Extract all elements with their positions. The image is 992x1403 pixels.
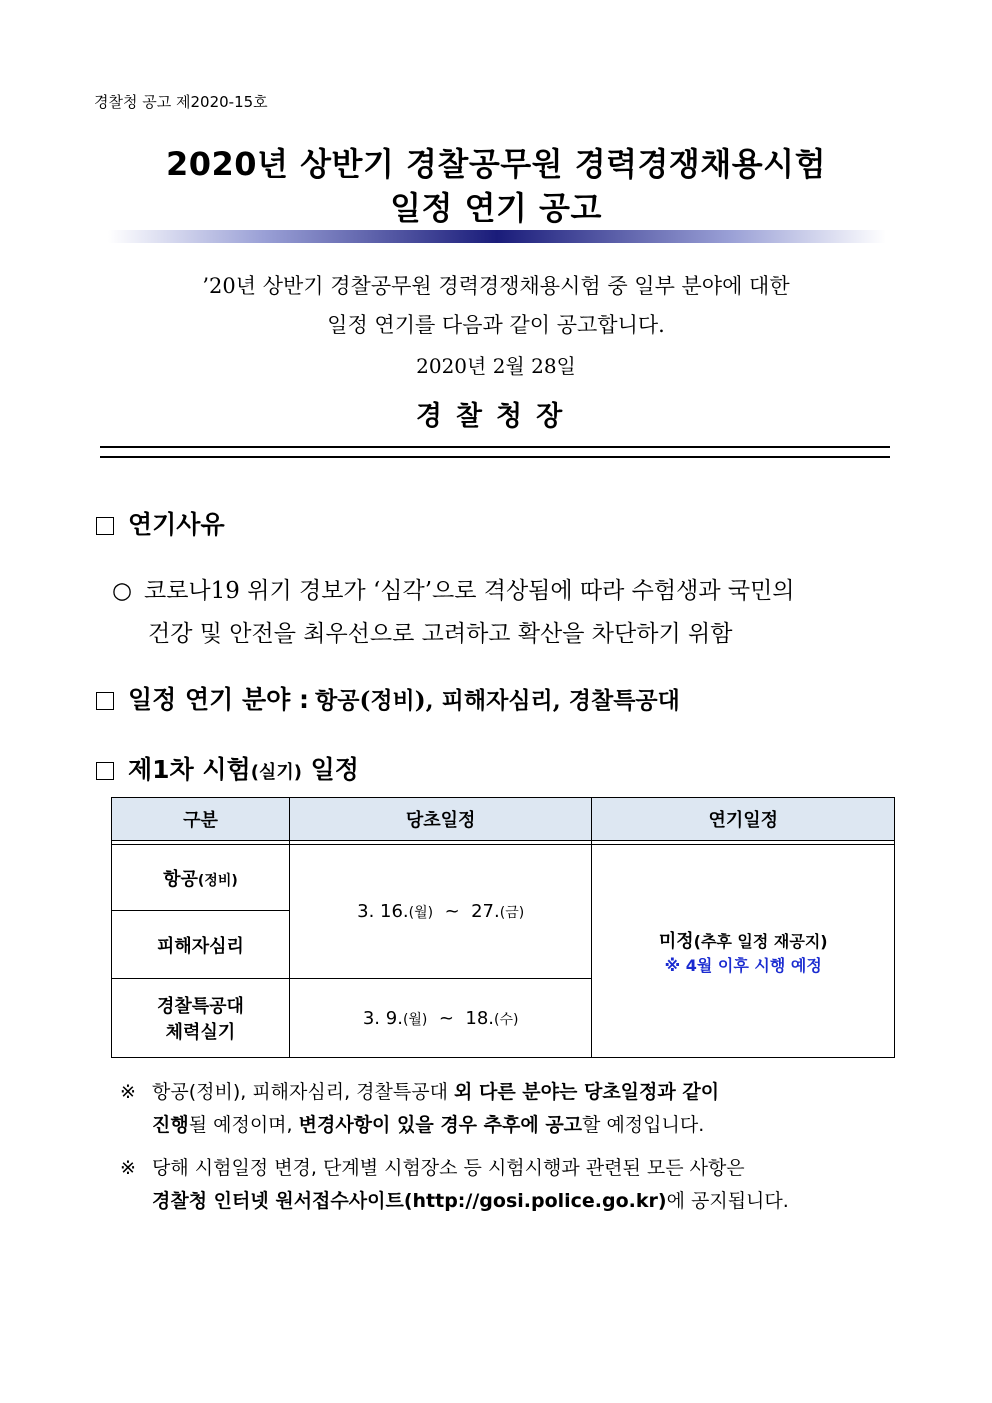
- postponed-fields: 항공(정비), 피해자심리, 경찰특공대: [315, 687, 680, 714]
- reference-mark-icon: ※: [120, 1081, 136, 1103]
- notice-number: 경찰청 공고 제2020-15호: [94, 93, 268, 111]
- section-fields-heading: 일정 연기 분야 : 항공(정비), 피해자심리, 경찰특공대: [96, 680, 680, 716]
- double-divider: [100, 446, 890, 458]
- intro-line1: ’20년 상반기 경찰공무원 경력경쟁채용시험 중 일부 분야에 대한: [202, 274, 790, 298]
- original-schedule-2: 3. 9.(월) ~ 18.(수): [289, 979, 592, 1058]
- issuer: 경찰청장: [415, 401, 577, 432]
- header-original: 당초일정: [289, 798, 592, 841]
- note-1-line2: 진행될 예정이며, 변경사항이 있을 경우 추후에 공고할 예정입니다.: [152, 1114, 705, 1136]
- page-title-line1: 2020년 상반기 경찰공무원 경력경쟁채용시험: [166, 145, 826, 183]
- note-2-line2: 경찰청 인터넷 원서접수사이트(http://gosi.police.go.kr)에 공지됩니다.: [152, 1190, 789, 1212]
- note-2-line1: ※ 당해 시험일정 변경, 단계별 시험장소 등 시험시행과 관련된 모든 사항은: [120, 1157, 745, 1179]
- postponed-note: ※ 4월 이후 시행 예정: [664, 955, 822, 975]
- table-row: [112, 845, 895, 911]
- reason-line2: 건강 및 안전을 최우선으로 고려하고 확산을 차단하기 위함: [148, 621, 733, 647]
- reason-line1: ○ 코로나19 위기 경보가 ‘심각’으로 격상됨에 따라 수험생과 국민의: [112, 578, 795, 604]
- table-header-row: [112, 798, 895, 841]
- intro-line2: 일정 연기를 다음과 같이 공고합니다.: [327, 313, 665, 337]
- row-swat: 경찰특공대 체력실기: [112, 979, 290, 1058]
- checkbox-square-icon: [96, 762, 114, 780]
- note-1-line1: ※ 항공(정비), 피해자심리, 경찰특공대 외 다른 분야는 당초일정과 같이: [120, 1081, 720, 1103]
- checkbox-square-icon: [96, 692, 114, 710]
- row-victim: 피해자심리: [112, 911, 290, 979]
- bullet-circle-icon: ○: [112, 578, 133, 604]
- notice-date: 2020년 2월 28일: [416, 354, 576, 378]
- row-aviation: 항공(정비): [112, 845, 290, 911]
- schedule-table: [111, 797, 895, 1058]
- section-reason-heading: 연기사유: [96, 505, 225, 541]
- original-schedule-1: 3. 16.(월) ~ 27.(금): [289, 845, 592, 979]
- reference-mark-icon: ※: [120, 1157, 136, 1179]
- title-underline-bar: [108, 230, 886, 243]
- header-category: 구분: [112, 798, 290, 841]
- section-schedule-heading: 제1차 시험(실기) 일정: [96, 750, 359, 786]
- checkbox-square-icon: [96, 517, 114, 535]
- header-postponed: 연기일정: [592, 798, 895, 841]
- page-title-line2: 일정 연기 공고: [390, 189, 602, 227]
- postponed-schedule: 미정(추후 일정 재공지) ※ 4월 이후 시행 예정: [592, 845, 895, 1058]
